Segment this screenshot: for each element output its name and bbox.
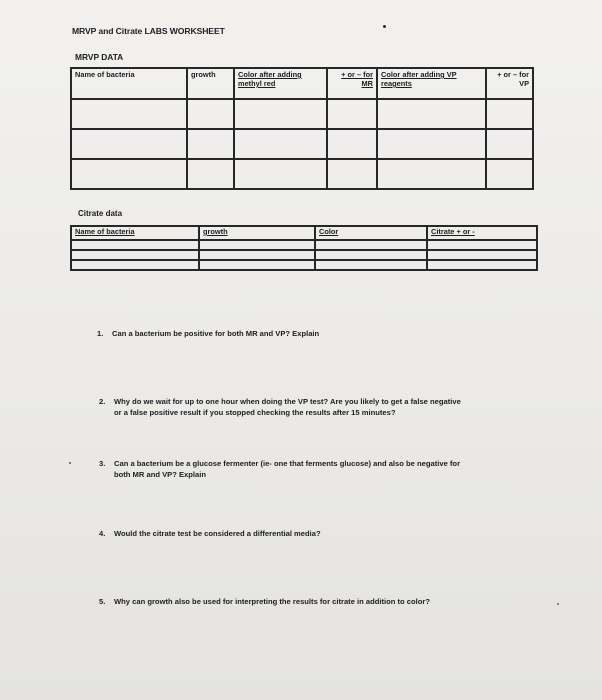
table-cell[interactable] [234,129,327,159]
question-text-continued: or a false positive result if you stopped checking the results after 15 minutes? [114,408,396,417]
table-cell[interactable] [427,250,537,260]
table-row [71,240,537,250]
table-cell[interactable] [327,99,377,129]
table-row [71,250,537,260]
table-cell[interactable] [327,129,377,159]
table-row [71,129,533,159]
table-cell[interactable] [377,99,486,129]
table-cell[interactable] [187,99,234,129]
table-header-row [71,226,537,240]
table-cell[interactable] [187,159,234,189]
table-cell[interactable] [71,260,199,270]
table-cell[interactable] [486,99,533,129]
mrvp-data-table [70,67,534,190]
question-number: 3. [99,459,106,468]
paper-speck [557,603,559,605]
header-growth: growth [199,226,315,240]
table-row [71,99,533,129]
table-cell[interactable] [486,129,533,159]
question-text-continued: both MR and VP? Explain [114,470,206,479]
table-cell[interactable] [234,99,327,129]
header-color: Color [315,226,427,240]
question-2 [99,396,559,418]
question-text: Why can growth also be used for interpreting the results for citrate in addition to color? [114,597,431,606]
table-cell[interactable] [71,250,199,260]
question-text: Can a bacterium be positive for both MR and VP? Explain [112,329,320,338]
table-cell[interactable] [315,260,427,270]
table-cell[interactable] [315,250,427,260]
question-number: 1. [97,329,104,338]
table-cell[interactable] [377,159,486,189]
paper-speck [69,462,71,464]
citrate-data-table [70,225,538,271]
table-row [71,159,533,189]
question-1 [97,328,557,339]
table-cell[interactable] [71,159,187,189]
table-cell[interactable] [199,260,315,270]
table-cell[interactable] [199,240,315,250]
header-vp-result: + or – for VP [486,68,533,99]
question-5 [99,596,559,607]
question-4 [99,528,559,539]
table-cell[interactable] [71,240,199,250]
header-mr-result: + or – for MR [327,68,377,99]
table-cell[interactable] [327,159,377,189]
table-cell[interactable] [427,240,537,250]
table-cell[interactable] [71,129,187,159]
header-growth: growth [187,68,234,99]
question-3 [99,458,559,480]
table-cell[interactable] [377,129,486,159]
question-text: Why do we wait for up to one hour when doing the VP test? Are you likely to get a false negative [114,397,461,406]
question-text: Can a bacterium be a glucose fermenter (ie- one that ferments glucose) and also be negative for [114,459,461,468]
question-number: 5. [99,597,106,606]
table-cell[interactable] [427,260,537,270]
question-number: 2. [99,397,106,406]
table-cell[interactable] [234,159,327,189]
table-cell[interactable] [486,159,533,189]
table-cell[interactable] [199,250,315,260]
mrvp-section-label: MRVP DATA [75,52,124,62]
question-text: Would the citrate test be considered a differential media? [114,529,321,538]
citrate-section-label: Citrate data [78,209,123,218]
paper-speck [383,25,386,28]
table-cell[interactable] [71,99,187,129]
table-cell[interactable] [187,129,234,159]
table-row [71,260,537,270]
worksheet-title: MRVP and Citrate LABS WORKSHEET [72,26,225,36]
header-name-of-bacteria: Name of bacteria [71,226,199,240]
header-color-vp: Color after adding VP reagents [377,68,486,99]
header-name-of-bacteria: Name of bacteria [71,68,187,99]
table-header-row [71,68,533,99]
header-color-methyl-red: Color after adding methyl red [234,68,327,99]
question-number: 4. [99,529,106,538]
header-citrate-result: Citrate + or - [427,226,537,240]
table-cell[interactable] [315,240,427,250]
